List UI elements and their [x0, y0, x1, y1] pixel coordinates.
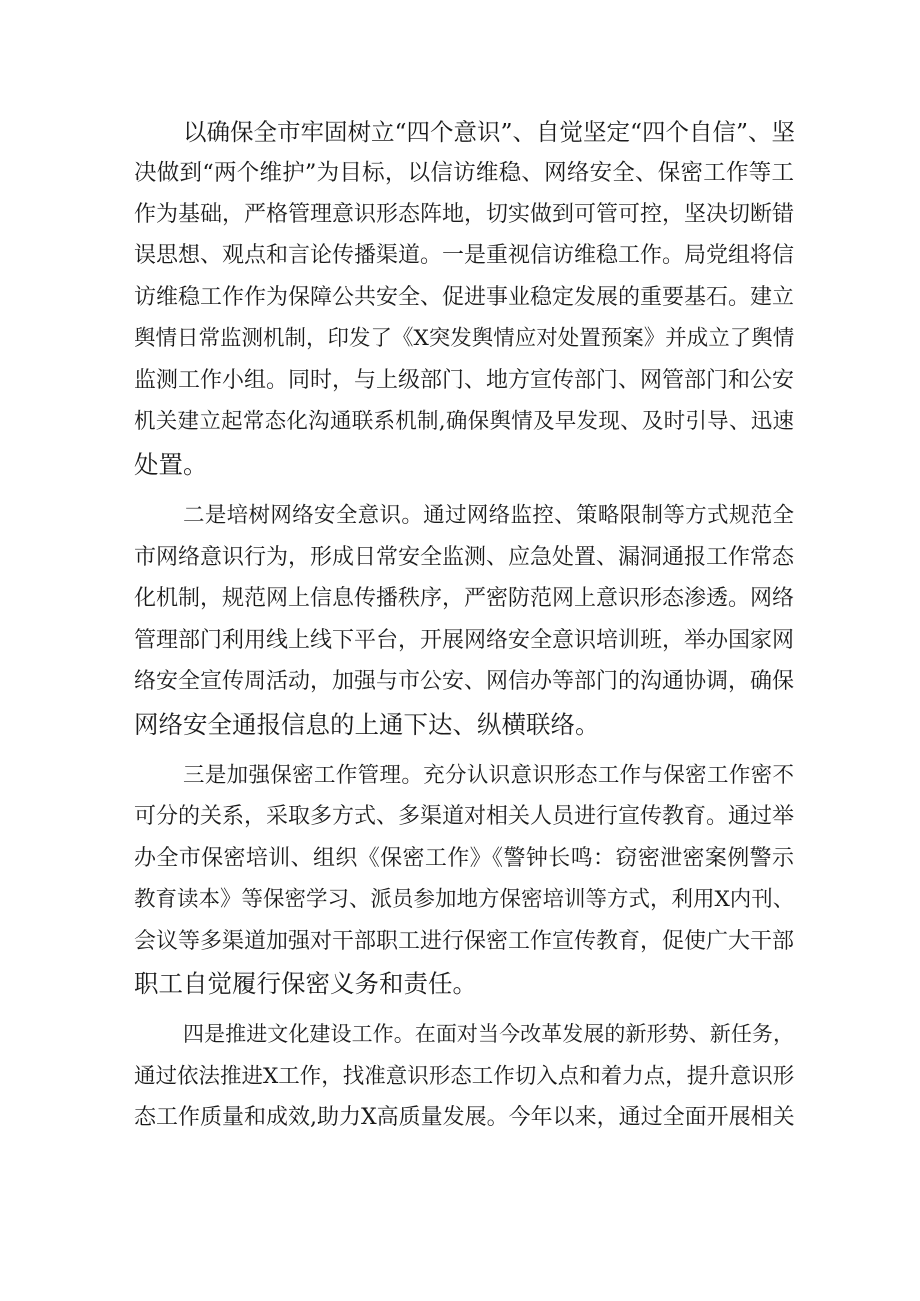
paragraph-1-line-9: 处置。 — [134, 450, 208, 479]
paragraph-1-line-4: 误思想、观点和言论传播渠道。一是重视信访维稳工作。局党组将信 — [134, 243, 795, 268]
paragraph-1-line-1: 以确保全市牢固树立“四个意识”、自觉坚定“四个自信”、坚 — [183, 118, 796, 146]
paragraph-3-line-6: 职工自觉履行保密义务和责任。 — [134, 969, 477, 998]
paragraph-3-line-1: 三是加强保密工作管理。充分认识意识形态工作与保密工作密不 — [183, 763, 794, 788]
paragraph-3-line-4: 教育读本》等保密学习、派员参加地方保密培训等方式，利用X内刊、 — [134, 887, 795, 912]
paragraph-2-line-2: 市网络意识行为，形成日常安全监测、应急处置、漏洞通报工作常态 — [134, 545, 795, 570]
paragraph-2-line-1: 二是培树网络安全意识。通过网络监控、策略限制等方式规范全 — [183, 503, 794, 528]
paragraph-1-line-7: 监测工作小组。同时，与上级部门、地方宣传部门、网管部门和公安 — [134, 368, 795, 393]
paragraph-1-line-8: 机关建立起常态化沟通联系机制,确保舆情及早发现、及时引导、迅速 — [134, 409, 794, 434]
paragraph-1-line-6: 舆情日常监测机制，印发了《X突发舆情应对处置预案》并成立了舆情 — [134, 326, 795, 351]
paragraph-4-line-1: 四是推进文化建设工作。在面对当今改革发展的新形势、新任务， — [183, 1022, 794, 1046]
paragraph-1-line-2: 决做到“两个维护”为目标，以信访维稳、网络安全、保密工作等工 — [134, 160, 794, 186]
paragraph-3-line-3: 办全市保密培训、组织《保密工作》《警钟长鸣：窃密泄密案例警示 — [134, 846, 794, 871]
paragraph-3-line-5: 会议等多渠道加强对干部职工进行保密工作宣传教育，促使广大干部 — [134, 929, 795, 954]
paragraph-2-line-3: 化机制，规范网上信息传播秩序，严密防范网上意识形态渗透。网络 — [134, 586, 795, 611]
paragraph-4-line-2: 通过依法推进X工作，找准意识形态工作切入点和着力点，提升意识形 — [134, 1064, 795, 1089]
paragraph-3-line-2: 可分的关系，采取多方式、多渠道对相关人员进行宣传教育。通过举 — [134, 804, 795, 829]
paragraph-4-line-3: 态工作质量和成效,助力X高质量发展。今年以来，通过全面开展相关 — [134, 1105, 795, 1130]
paragraph-1-line-3: 作为基础，严格管理意识形态阵地，切实做到可管可控，坚决切断错 — [134, 202, 795, 227]
paragraph-1-line-5: 访维稳工作作为保障公共安全、促进事业稳定发展的重要基石。建立 — [134, 285, 795, 310]
paragraph-2-line-4: 管理部门利用线上线下平台，开展网络安全意识培训班，举办国家网 — [134, 628, 795, 653]
paragraph-2-line-5: 络安全宣传周活动，加强与市公安、网信办等部门的沟通协调，确保 — [134, 669, 795, 694]
paragraph-2-line-6: 网络安全通报信息的上通下达、纵横联络。 — [134, 710, 600, 739]
